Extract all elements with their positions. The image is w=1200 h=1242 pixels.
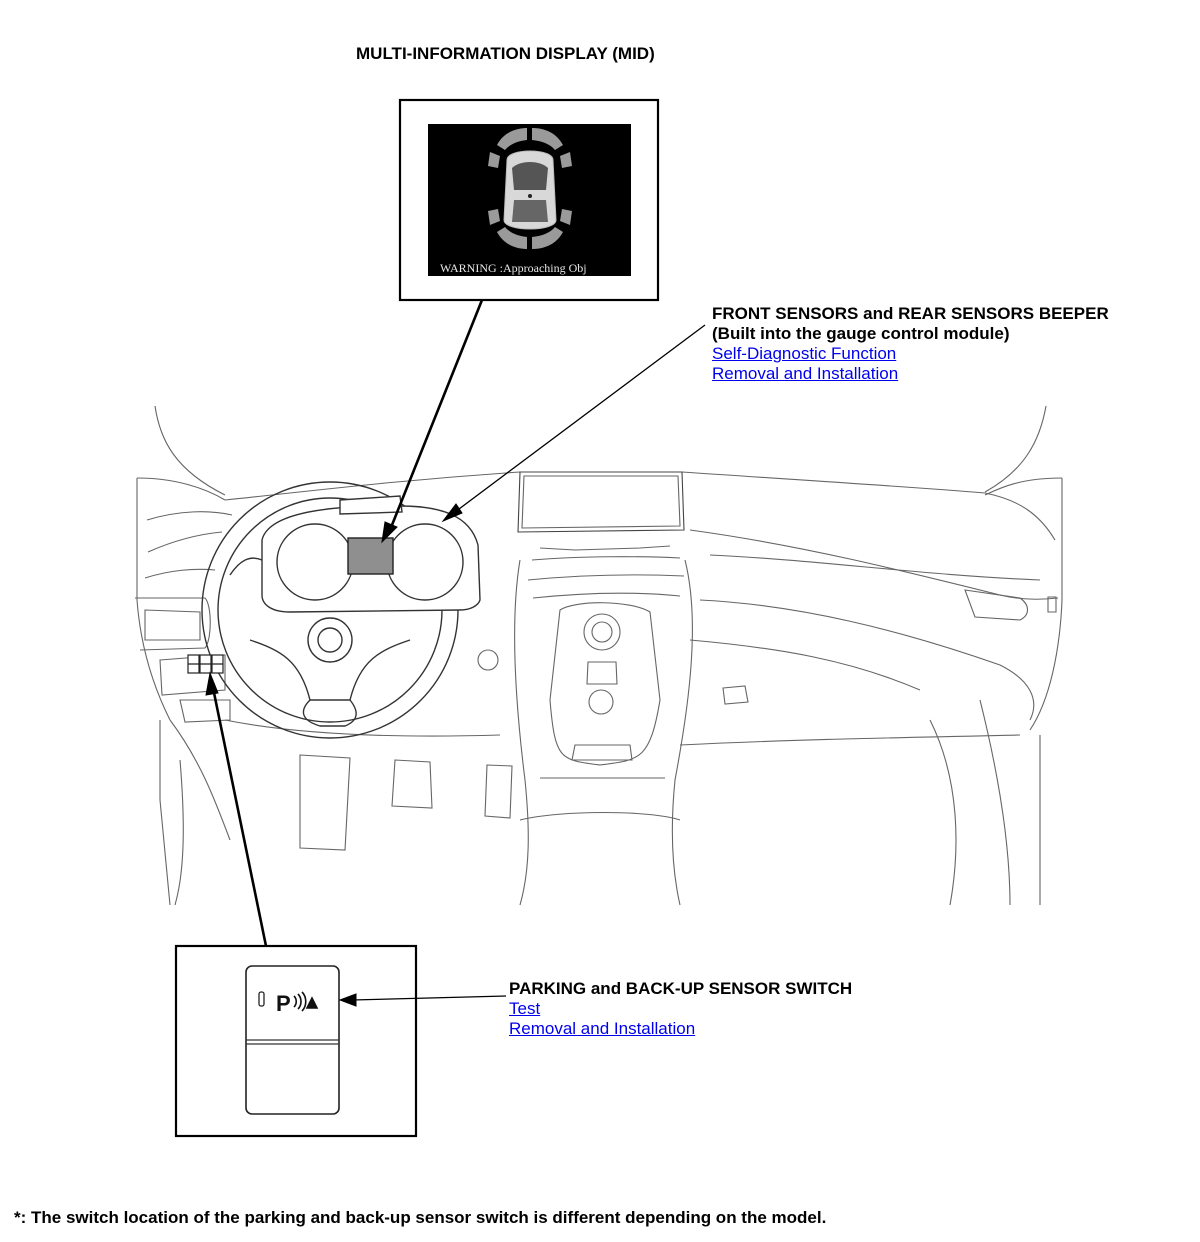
page-title: MULTI-INFORMATION DISPLAY (MID) [356,44,655,63]
switch-test-link[interactable]: Test [509,999,541,1018]
beeper-label-block [712,304,1109,384]
mid-callout [400,100,658,300]
switch-removal-installation-link[interactable]: Removal and Installation [509,1019,696,1038]
beeper-self-diagnostic-link[interactable]: Self-Diagnostic Function [712,344,897,363]
switch-label: PARKING and BACK-UP SENSOR SWITCH [509,979,853,998]
footnote: *: The switch location of the parking and back-up sensor switch is different depending on the model. [14,1208,827,1227]
gauge-cluster [262,496,480,612]
parking-sensor-symbol: P [276,991,291,1016]
beeper-label: FRONT SENSORS and REAR SENSORS BEEPER [712,304,1109,323]
switch-cluster [188,655,223,673]
switch-callout [176,946,416,1136]
mid-warning-text: WARNING :Approaching Obj [440,261,587,275]
car-top-view-icon [504,151,556,229]
beeper-sublabel: (Built into the gauge control module) [712,324,1010,343]
switch-label-block [509,979,852,1039]
beeper-removal-installation-link[interactable]: Removal and Installation [712,364,899,383]
dashboard-line-art [135,406,1062,905]
